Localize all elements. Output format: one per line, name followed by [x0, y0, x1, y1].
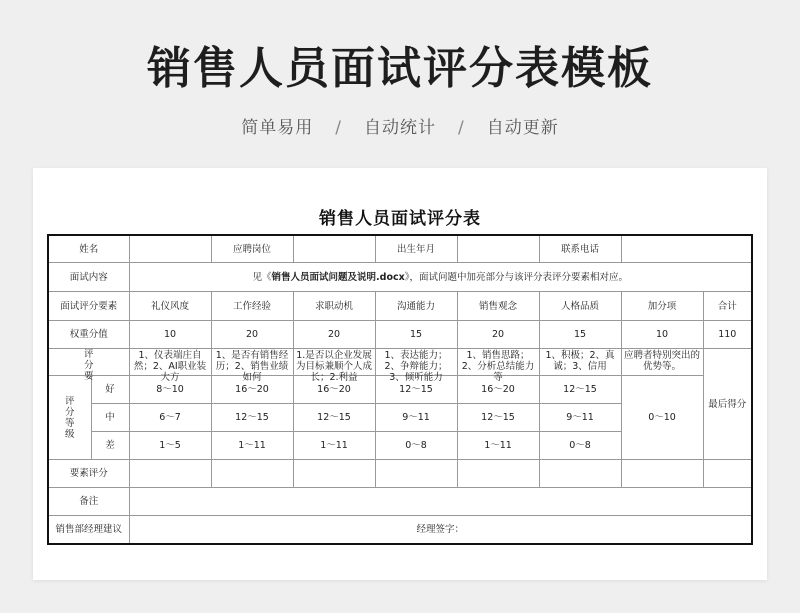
score-table	[47, 234, 753, 545]
separator: /	[458, 118, 465, 138]
grade-range: 12～15	[293, 404, 375, 432]
weight-value: 15	[539, 321, 621, 349]
req-character: 人格品质	[539, 292, 621, 321]
grade-range: 16～20	[457, 376, 539, 404]
grade-level: 差	[91, 432, 129, 460]
weight-label: 权重分值	[48, 321, 129, 349]
criteria-text: 1、积极；2、真诚；3、信用	[539, 349, 621, 376]
requirements-row	[48, 292, 752, 321]
grade-range: 16～20	[293, 376, 375, 404]
grade-range: 8～10	[129, 376, 211, 404]
position-input[interactable]	[293, 235, 375, 263]
grade-range: 12～15	[375, 376, 457, 404]
final-score-label: 最后得分	[703, 349, 752, 460]
form-title: 销售人员面试评分表	[319, 209, 481, 229]
advice-row	[48, 516, 752, 545]
criteria-text: 1、表达能力；2、争辩能力；3、倾听能力	[375, 349, 457, 376]
element-score-label: 要素评分	[48, 460, 129, 488]
grade-range: 1～11	[211, 432, 293, 460]
grade-range: 12～15	[539, 376, 621, 404]
req-etiquette: 礼仪风度	[129, 292, 211, 321]
score-input[interactable]	[211, 460, 293, 488]
grade-range: 12～15	[211, 404, 293, 432]
weight-row	[48, 321, 752, 349]
criteria-bonus: 应聘者特别突出的优势等。	[621, 349, 703, 376]
weight-value: 10	[621, 321, 703, 349]
criteria-text: 1、是否有销售经历；2、销售业绩如何	[211, 349, 293, 376]
grade-level: 中	[91, 404, 129, 432]
name-input[interactable]	[129, 235, 211, 263]
note-input[interactable]	[129, 488, 752, 516]
grade-range: 9～11	[375, 404, 457, 432]
weight-value: 20	[457, 321, 539, 349]
grade-range: 1～11	[457, 432, 539, 460]
weight-value: 20	[293, 321, 375, 349]
req-communication: 沟通能力	[375, 292, 457, 321]
req-bonus: 加分项	[621, 292, 703, 321]
grade-range: 0～8	[375, 432, 457, 460]
content-text: 见《销售人员面试问题及说明.docx》，面试问题中加亮部分与该评分表评分要素相对应。	[129, 263, 752, 292]
req-sales-concept: 销售观念	[457, 292, 539, 321]
weight-value: 10	[129, 321, 211, 349]
grade-range: 16～20	[211, 376, 293, 404]
weight-value: 15	[375, 321, 457, 349]
feature-easy: 简单易用	[241, 118, 314, 138]
phone-label: 联系电话	[539, 235, 621, 263]
feature-tagline	[0, 113, 800, 138]
score-input[interactable]	[621, 460, 703, 488]
name-label: 姓名	[48, 235, 129, 263]
criteria-row	[48, 349, 752, 376]
grade-range: 1～5	[129, 432, 211, 460]
grade-range: 6～7	[129, 404, 211, 432]
form-sheet	[33, 168, 767, 580]
criteria-text: 1.是否以企业发展为目标兼顺个人成长；2.利益	[293, 349, 375, 376]
criteria-label: 评分要	[48, 349, 129, 376]
req-experience: 工作经验	[211, 292, 293, 321]
page-title: 销售人员面试评分表模板	[147, 43, 653, 94]
weight-value: 20	[211, 321, 293, 349]
content-label: 面试内容	[48, 263, 129, 292]
birth-label: 出生年月	[375, 235, 457, 263]
content-row	[48, 263, 752, 292]
grade-range: 0～8	[539, 432, 621, 460]
separator: /	[335, 118, 342, 138]
grade-range: 1～11	[293, 432, 375, 460]
score-input[interactable]	[703, 460, 752, 488]
requirements-label: 面试评分要素	[48, 292, 129, 321]
weight-total: 110	[703, 321, 752, 349]
doc-reference: 销售人员面试问题及说明.docx	[271, 271, 405, 283]
feature-auto-update: 自动更新	[486, 118, 559, 138]
basic-info-row	[48, 235, 752, 263]
element-score-row	[48, 460, 752, 488]
score-input[interactable]	[375, 460, 457, 488]
grade-label: 评分等级	[48, 376, 91, 460]
score-input[interactable]	[539, 460, 621, 488]
score-input[interactable]	[129, 460, 211, 488]
score-input[interactable]	[457, 460, 539, 488]
position-label: 应聘岗位	[211, 235, 293, 263]
note-label: 备注	[48, 488, 129, 516]
feature-auto-stats: 自动统计	[364, 118, 436, 138]
grade-range: 12～15	[457, 404, 539, 432]
req-total: 合计	[703, 292, 752, 321]
criteria-text: 1、仪表端庄自然；2、AI职业装大方	[129, 349, 211, 376]
birth-input[interactable]	[457, 235, 539, 263]
criteria-text: 1、销售思路；2、分析总结能力等	[457, 349, 539, 376]
signature-label[interactable]: 经理签字：	[129, 516, 752, 545]
score-input[interactable]	[293, 460, 375, 488]
grade-range: 9～11	[539, 404, 621, 432]
bonus-range: 0～10	[621, 376, 703, 460]
grade-level: 好	[91, 376, 129, 404]
req-motivation: 求职动机	[293, 292, 375, 321]
note-row	[48, 488, 752, 516]
advice-label: 销售部经理建议	[48, 516, 129, 545]
phone-input[interactable]	[621, 235, 752, 263]
